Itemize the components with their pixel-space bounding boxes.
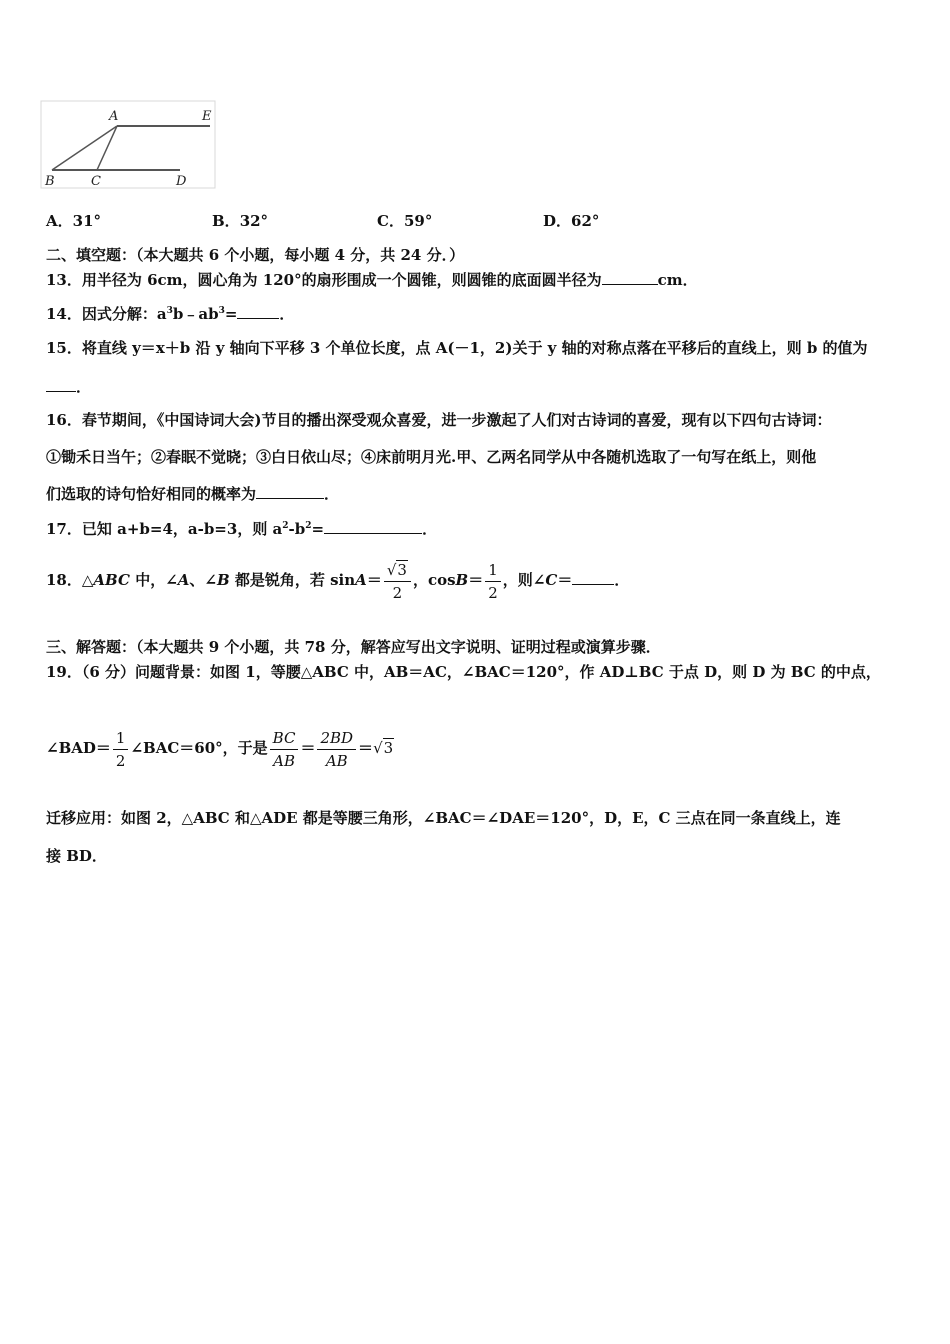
label-A: A	[109, 109, 119, 124]
fraction-1-over-2: $\frac{1}{2}$	[485, 559, 501, 604]
answer-blank	[46, 377, 76, 392]
question-19-line1: 19．（6 分）问题背景：如图 1，等腰△ABC 中，AB＝AC，∠BAC＝120°，作 AD⊥BC 于点 D，则 D 为 BC 的中点，	[46, 663, 881, 681]
label-C: C	[91, 174, 101, 189]
section3-heading: 三、解答题：（本大题共 9 个小题，共 78 分，解答应写出文字说明、证明过程或演算步骤．	[46, 638, 661, 656]
option-c: C．59°	[377, 212, 433, 230]
fraction-2bd-over-ab: $\frac{2BD}{AB}$	[317, 727, 356, 772]
answer-blank	[324, 519, 422, 534]
question-17: 17．已知 a+b=4，a-b=3，则 $a^2-b^2=$ ．	[46, 520, 438, 538]
question-16-line1: 16．春节期间，《中国诗词大会)节目的播出深受观众喜爱，进一步激起了人们对古诗词的喜爱，现有以下四句古诗词：	[46, 411, 832, 429]
question-14: 14．因式分解：$a^3b﹣ab^3=$ ．	[46, 305, 295, 323]
section2-heading: 二、填空题：（本大题共 6 个小题，每小题 4 分，共 24 分．）	[46, 246, 465, 264]
option-a: A．31°	[46, 212, 102, 230]
question-16-line2: ①锄禾日当午；②春眠不觉晓；③白日依山尽；④床前明月光.甲、乙两名同学从中各随机选取了一句写在纸上，则他	[46, 448, 817, 466]
option-b: B．32°	[212, 212, 269, 230]
question-15-line2: ．	[46, 377, 91, 397]
answer-blank	[256, 484, 324, 499]
question-16-line3: 们选取的诗句恰好相同的概率为 ．	[46, 485, 340, 503]
figure-frame	[41, 101, 215, 188]
question-19-line4: 接 BD．	[46, 847, 107, 865]
label-B: B	[45, 174, 55, 189]
question-13: 13．用半径为 6cm，圆心角为 120°的扇形围成一个圆锥，则圆锥的底面圆半径为 cm．	[46, 271, 698, 289]
label-D: D	[176, 174, 187, 189]
geometry-figure	[40, 100, 225, 192]
question-15-line1: 15．将直线 y＝x＋b 沿 y 轴向下平移 3 个单位长度，点 A(－1，2)关于 y 轴的对称点落在平移后的直线上，则 b 的值为	[46, 339, 868, 357]
fraction-half: $\frac{1}{2}$	[113, 727, 129, 772]
fraction-bc-over-ab: $\frac{BC}{AB}$	[270, 727, 299, 772]
question-19-formula: ∠BAD＝ $\frac{1}{2}$ ∠BAC＝60°，于是 $\frac{BC}{AB}$ ＝ $\frac{2BD}{AB}$ ＝√3	[46, 728, 394, 770]
answer-blank	[237, 304, 279, 319]
answer-blank	[572, 570, 614, 585]
question-19-line3: 迁移应用：如图 2，△ABC 和△ADE 都是等腰三角形，∠BAC＝∠DAE＝120°，D，E，C 三点在同一条直线上，连	[46, 809, 841, 827]
option-d: D．62°	[543, 212, 600, 230]
answer-blank	[602, 270, 658, 285]
sqrt-3: √3	[373, 739, 394, 757]
fraction-sqrt3-over-2: $\frac{√3}{2}$	[384, 559, 411, 604]
question-18: 18．△ABC 中，∠A、∠B 都是锐角，若 sinA＝ $\frac{√3}{2}$ ，cosB＝ $\frac{1}{2}$ ，则∠C＝ ．	[46, 560, 630, 602]
label-E: E	[202, 109, 212, 124]
